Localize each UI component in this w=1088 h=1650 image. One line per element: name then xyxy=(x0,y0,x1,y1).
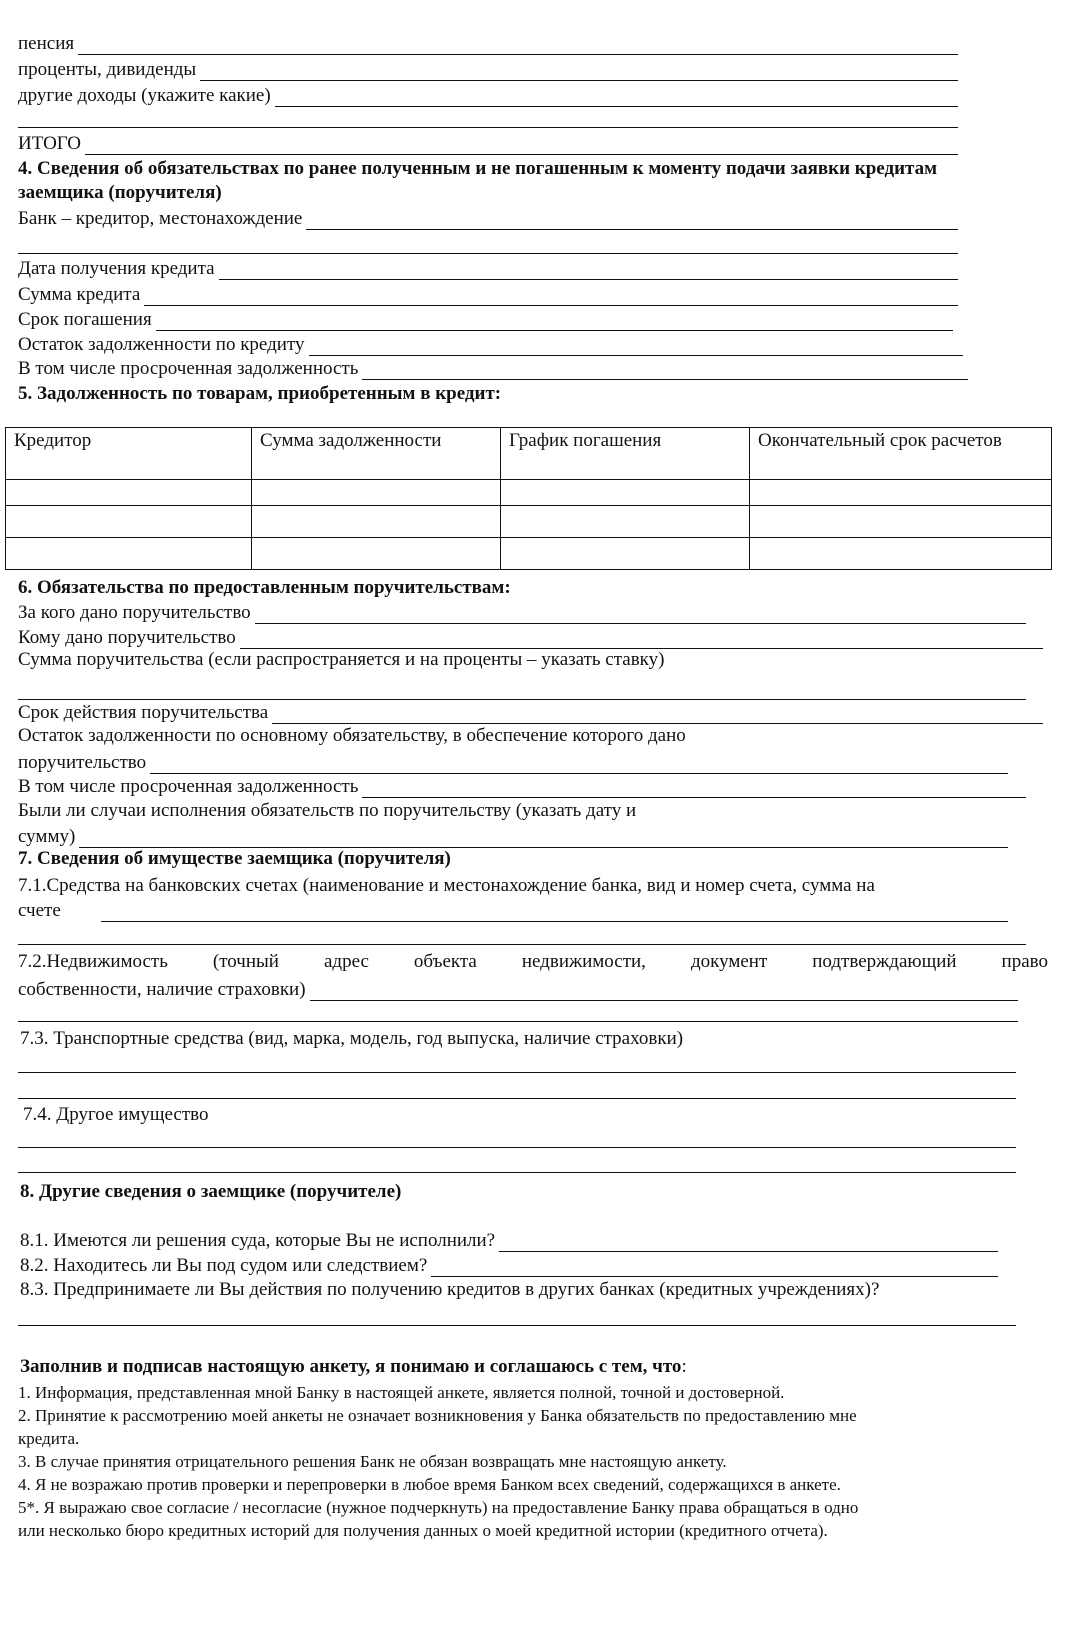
guarantee-overdue-field[interactable] xyxy=(18,776,1026,798)
pension-field[interactable] xyxy=(18,33,958,55)
guarantee-validity-label: Срок действия поручительства xyxy=(18,702,269,723)
table-cell[interactable] xyxy=(252,480,501,506)
guarantee-balance-label-cont: поручительство xyxy=(18,752,147,773)
interest-field[interactable] xyxy=(18,59,958,81)
vehicles-line-1[interactable] xyxy=(18,1072,1016,1073)
repayment-term-field[interactable] xyxy=(18,309,953,331)
under-investigation-field[interactable] xyxy=(20,1255,998,1277)
guarantee-for-whom-label: За кого дано поручительство xyxy=(18,602,251,623)
credit-balance-field[interactable] xyxy=(18,334,963,356)
section6-title: 6. Обязательства по предоставленным поручительствам: xyxy=(18,577,511,598)
section5-title: 5. Задолженность по товарам, приобретенным в кредит: xyxy=(18,383,502,404)
agreement-title-text: Заполнив и подписав настоящую анкету, я понимаю и соглашаюсь с тем, что xyxy=(20,1356,682,1377)
guarantee-to-whom-field[interactable] xyxy=(18,627,1043,649)
section8-title: 8. Другие сведения о заемщике (поручителе) xyxy=(20,1181,402,1202)
header-creditor: Кредитор xyxy=(6,428,252,480)
guarantee-overdue-label: В том числе просроченная задолженность xyxy=(18,776,359,797)
header-schedule: График погашения xyxy=(501,428,750,480)
guarantee-cases-label: Были ли случаи исполнения обязательств по поручительству (указать дату и xyxy=(18,800,637,821)
realty-field[interactable] xyxy=(18,979,1018,1001)
agreement-item-2-cont: кредита. xyxy=(18,1429,80,1448)
section7-title: 7. Сведения об имуществе заемщика (поручителя) xyxy=(18,848,451,869)
agreement-item-2: 2. Принятие к рассмотрению моей анкеты не означает возникновения у Банка обязательств по предоставлению мне xyxy=(18,1406,857,1425)
court-decisions-field[interactable] xyxy=(20,1230,998,1252)
table-row xyxy=(6,480,1052,506)
guarantee-sum-label: Сумма поручительства (если распространяется и на проценты – указать ставку) xyxy=(18,649,665,670)
credit-amount-label: Сумма кредита xyxy=(18,284,141,305)
court-decisions-label: 8.1. Имеются ли решения суда, которые Вы не исполнили? xyxy=(20,1230,496,1251)
other-property-line-1[interactable] xyxy=(18,1147,1016,1148)
guarantee-cases-label-cont: сумму) xyxy=(18,826,76,847)
table-cell[interactable] xyxy=(750,538,1052,570)
agreement-item-5: 5*. Я выражаю свое согласие / несогласие (нужное подчеркнуть) на предоставление Банку права обращаться в одно xyxy=(18,1498,859,1517)
credit-amount-field[interactable] xyxy=(18,284,958,306)
guarantee-to-whom-label: Кому дано поручительство xyxy=(18,627,236,648)
bank-creditor-field[interactable] xyxy=(18,208,958,230)
interest-label: проценты, дивиденды xyxy=(18,59,197,80)
bank-accounts-label-cont: счете xyxy=(18,900,61,921)
agreement-item-3: 3. В случае принятия отрицательного решения Банк не обязан возвращать мне настоящую анкету. xyxy=(18,1452,727,1471)
guarantee-balance-label: Остаток задолженности по основному обязательству, в обеспечение которого дано xyxy=(18,725,686,746)
other-income-label: другие доходы (укажите какие) xyxy=(18,85,271,106)
table-cell[interactable] xyxy=(750,480,1052,506)
agreement-item-4: 4. Я не возражаю против проверки и перепроверки в любое время Банком всех сведений, содержащихся в анкете. xyxy=(18,1475,841,1494)
credit-overdue-label: В том числе просроченная задолженность xyxy=(18,358,359,379)
table-cell[interactable] xyxy=(252,506,501,538)
bank-creditor-label: Банк – кредитор, местонахождение xyxy=(18,208,303,229)
agreement-title-colon: : xyxy=(681,1356,687,1377)
guarantee-sum-line[interactable] xyxy=(18,699,1026,700)
table-cell[interactable] xyxy=(501,538,750,570)
vehicles-label: 7.3. Транспортные средства (вид, марка, модель, год выпуска, наличие страховки) xyxy=(20,1028,684,1049)
table-cell[interactable] xyxy=(750,506,1052,538)
agreement-item-1: 1. Информация, представленная мной Банку в настоящей анкете, является полной, точной и достоверной. xyxy=(18,1383,785,1402)
table-row xyxy=(6,538,1052,570)
other-property-line-2[interactable] xyxy=(18,1172,1016,1173)
realty-label: 7.2.Недвижимость (точный адрес объекта недвижимости, документ подтверждающий право xyxy=(18,951,1048,972)
table-header-row xyxy=(6,428,1052,480)
section4-title: 4. Сведения об обязательствах по ранее полученным и не погашенным к моменту подачи заявки кредитам заемщика (поручителя) xyxy=(18,158,938,203)
realty-extra-line[interactable] xyxy=(18,1021,1018,1022)
other-property-label: 7.4. Другое имущество xyxy=(23,1104,209,1125)
guarantee-cases-field[interactable] xyxy=(18,826,1008,848)
total-label: ИТОГО xyxy=(18,133,82,154)
guarantee-validity-field[interactable] xyxy=(18,702,1043,724)
table-cell[interactable] xyxy=(501,506,750,538)
table-cell[interactable] xyxy=(252,538,501,570)
table-cell[interactable] xyxy=(6,538,252,570)
agreement-title xyxy=(20,1355,687,1379)
credit-date-field[interactable] xyxy=(18,258,958,280)
bank-accounts-label: 7.1.Средства на банковских счетах (наименование и местонахождение банка, вид и номер счета, сумма на xyxy=(18,875,875,896)
header-final-term: Окончательный срок расчетов xyxy=(750,428,1052,480)
credit-date-label: Дата получения кредита xyxy=(18,258,215,279)
other-income-field[interactable] xyxy=(18,85,958,107)
other-banks-label: 8.3. Предпринимаете ли Вы действия по получению кредитов в других банках (кредитных учреждениях)? xyxy=(20,1279,880,1300)
realty-label-cont: собственности, наличие страховки) xyxy=(18,979,306,1000)
guarantee-balance-field[interactable] xyxy=(18,752,1008,774)
header-debt-amount: Сумма задолженности xyxy=(252,428,501,480)
credit-overdue-field[interactable] xyxy=(18,358,968,380)
repayment-term-label: Срок погашения xyxy=(18,309,152,330)
credit-goods-table xyxy=(5,427,1052,570)
table-cell[interactable] xyxy=(6,480,252,506)
under-investigation-label: 8.2. Находитесь ли Вы под судом или следствием? xyxy=(20,1255,428,1276)
bank-creditor-extra-line[interactable] xyxy=(18,253,958,254)
pension-label: пенсия xyxy=(18,33,75,54)
agreement-item-5-cont: или несколько бюро кредитных историй для получения данных о моей кредитной истории (кредитного отчета). xyxy=(18,1521,828,1540)
credit-balance-label: Остаток задолженности по кредиту xyxy=(18,334,305,355)
table-cell[interactable] xyxy=(6,506,252,538)
table-cell[interactable] xyxy=(501,480,750,506)
guarantee-for-whom-field[interactable] xyxy=(18,602,1026,624)
vehicles-line-2[interactable] xyxy=(18,1098,1016,1099)
other-banks-line[interactable] xyxy=(18,1325,1016,1326)
table-row xyxy=(6,506,1052,538)
other-income-extra-line[interactable] xyxy=(18,127,958,128)
bank-accounts-extra-line[interactable] xyxy=(18,944,1026,945)
total-field[interactable] xyxy=(18,133,958,155)
bank-accounts-field[interactable] xyxy=(18,900,1008,922)
